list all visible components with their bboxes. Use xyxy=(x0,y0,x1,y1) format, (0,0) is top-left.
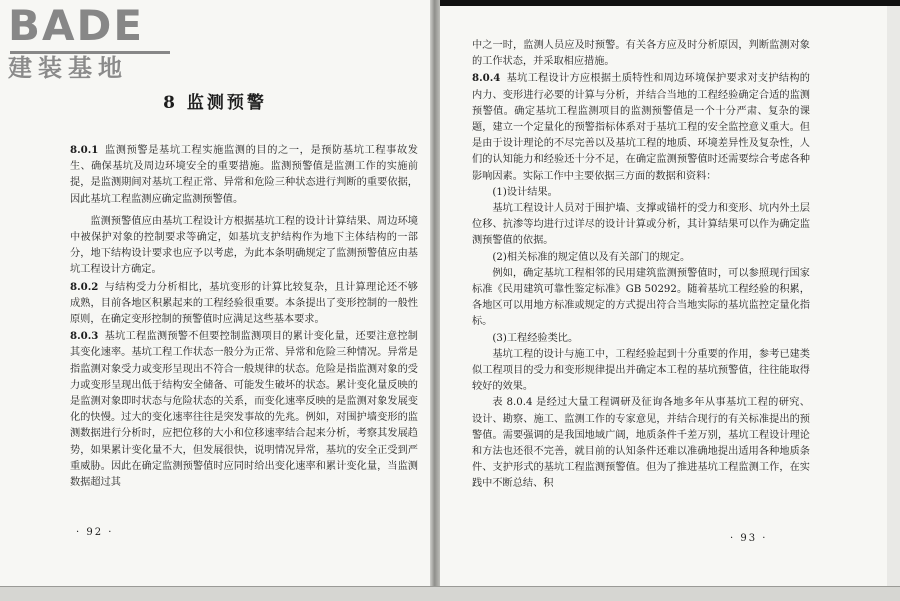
body-paragraph xyxy=(472,38,810,70)
logo-chinese-name: 建装基地 xyxy=(8,54,128,82)
bade-logo xyxy=(8,1,178,82)
scan-bottom-edge xyxy=(0,586,900,601)
paragraph-text: 基坑工程监测预警不但要控制监测项目的累计变化量，还要注意控制其变化速率。基坑工程工作状态一般分为正常、异常和危险三种情况。异常是指监测对象受力或变形呈现出不符合一般规律的状态。危险是指监测对象的受力或变形呈现出低于结构安全储备、可能发生破坏的状态。累计变化量反映的是监测对象即时状态与危险状态的关系，而变化速率反映的是监测对象发展变化的快慢。过大的变化速率往往是突发事故的先兆。例如，对围护墙变形的监测数据进行分析时，应把位移的大小和位移速率结合起来分析，考察其发展趋势，如果累计变化量不大，但发展很快，说明情况异常，基坑的安全正受到严重威胁。因此在确定监测预警值时应同时给出变化速率和累计变化量，当监测数据超过其 xyxy=(70,331,418,489)
clause-number: 8.0.1 xyxy=(70,144,99,156)
clause-number: 8.0.3 xyxy=(70,330,99,343)
list-item xyxy=(472,185,810,201)
paragraph-text: 表 8.0.4 是经过大量工程调研及征询各地多年从事基坑工程的研究、设计、勘察、施工、监测工作的专家意见，并结合现行的有关标准提出的预警值。需要强调的是我国地域广阔，地质条件千差万别，基坑工程设计理论和方法也还很不完善，就目前的认知条件还难以准确地提出适用各种地质条件、支护形式的基坑工程监测预警值。但为了推进基坑工程监测工作，在实践中不断总结、积 xyxy=(472,397,810,490)
left-page-body xyxy=(70,136,418,491)
page-number-right: · 93 · xyxy=(730,533,768,544)
body-paragraph xyxy=(472,266,810,331)
clause-number: 8.0.2 xyxy=(70,280,99,293)
body-paragraph xyxy=(472,201,810,250)
chapter-title: 8 监测预警 xyxy=(163,93,267,113)
paragraph-text: 监测预警值应由基坑工程设计方根据基坑工程的设计计算结果、周边环境中被保护对象的控制要求等确定，如基坑支护结构作为地下主体结构的一部分，地下结构设计要求也应予以考虑，为此本条明确规定了监测预警值应由基坑工程设计方确定。 xyxy=(70,215,418,276)
clause-paragraph xyxy=(70,142,418,208)
body-paragraph xyxy=(472,347,810,396)
clause-paragraph xyxy=(70,279,418,329)
clause-paragraph xyxy=(70,328,418,491)
paragraph-text: (1)设计结果。 xyxy=(492,186,558,198)
list-item xyxy=(472,250,810,266)
clause-number: 8.0.4 xyxy=(472,72,501,85)
body-paragraph xyxy=(70,214,418,279)
paragraph-text: 基坑工程的设计与施工中，工程经验起到十分重要的作用，参考已建类似工程项目的受力和变形规律提出并确定本工程的基坑预警值，往往能取得较好的效果。 xyxy=(472,348,810,393)
book-gutter xyxy=(430,0,440,586)
paragraph-text: (2)相关标准的规定值以及有关部门的规定。 xyxy=(492,251,691,263)
edge-mark xyxy=(845,0,900,6)
left-page xyxy=(0,0,430,586)
paragraph-text: 与结构受力分析相比，基坑变形的计算比较复杂，且计算理论还不够成熟，目前各地区积累起来的工程经验很重要。本条提出了变形控制的一般性原则，在确定变形控制的预警值时应满足这些基本要求。 xyxy=(70,281,418,326)
paragraph-text: 中之一时，监测人员应及时预警。有关各方应及时分析原因，判断监测对象的工作状态，并采取相应措施。 xyxy=(472,40,810,68)
paragraph-text: 例如，确定基坑工程相邻的民用建筑监测预警值时，可以参照现行国家标准《民用建筑可靠性鉴定标准》GB 50292。随着基坑工程经验的积累，各地区可以用地方标准或规定的方式提出符合当地实际的基坑监控定量化指标。 xyxy=(472,267,810,328)
paragraph-text: 基坑工程设计方应根据土质特性和周边环境保护要求对支护结构的内力、变形进行必要的计算与分析，并结合当地的工程经验确定合适的监测预警值。确定基坑工程监测项目的监测预警值是一个十分严肃、复杂的课题，建立一个定量化的预警指标体系对于基坑工程的安全监控意义重大。但是由于设计理论的不尽完善以及基坑工程的地质、环境差异性及复杂性，人们的认知能力和经验还十分不足，在确定监测预警值时还需要综合考虑各种影响因素。实际工作中主要依据三方面的数据和资料： xyxy=(472,73,810,182)
logo-wordmark: BADE xyxy=(8,1,145,50)
paragraph-text: 监测预警是基坑工程实施监测的目的之一，是预防基坑工程事故发生、确保基坑及周边环境安全的重要措施。监测预警值是监测工作的实施前提，是监测期间对基坑工程正常、异常和危险三种状态进行判断的重要依据，因此基坑工程监测应确定监测预警值。 xyxy=(70,145,418,205)
clause-paragraph xyxy=(472,70,810,184)
paragraph-text: (3)工程经验类比。 xyxy=(492,332,579,344)
right-page-body xyxy=(472,38,810,493)
list-item xyxy=(472,331,810,347)
page-number-left: · 92 · xyxy=(76,527,114,538)
paragraph-text: 基坑工程设计人员对于围护墙、支撑或锚杆的受力和变形、坑内外土层位移、抗渗等均进行过详尽的设计计算或分析，其计算结果可以作为确定监测预警值的依据。 xyxy=(472,203,810,247)
body-paragraph xyxy=(472,395,810,492)
